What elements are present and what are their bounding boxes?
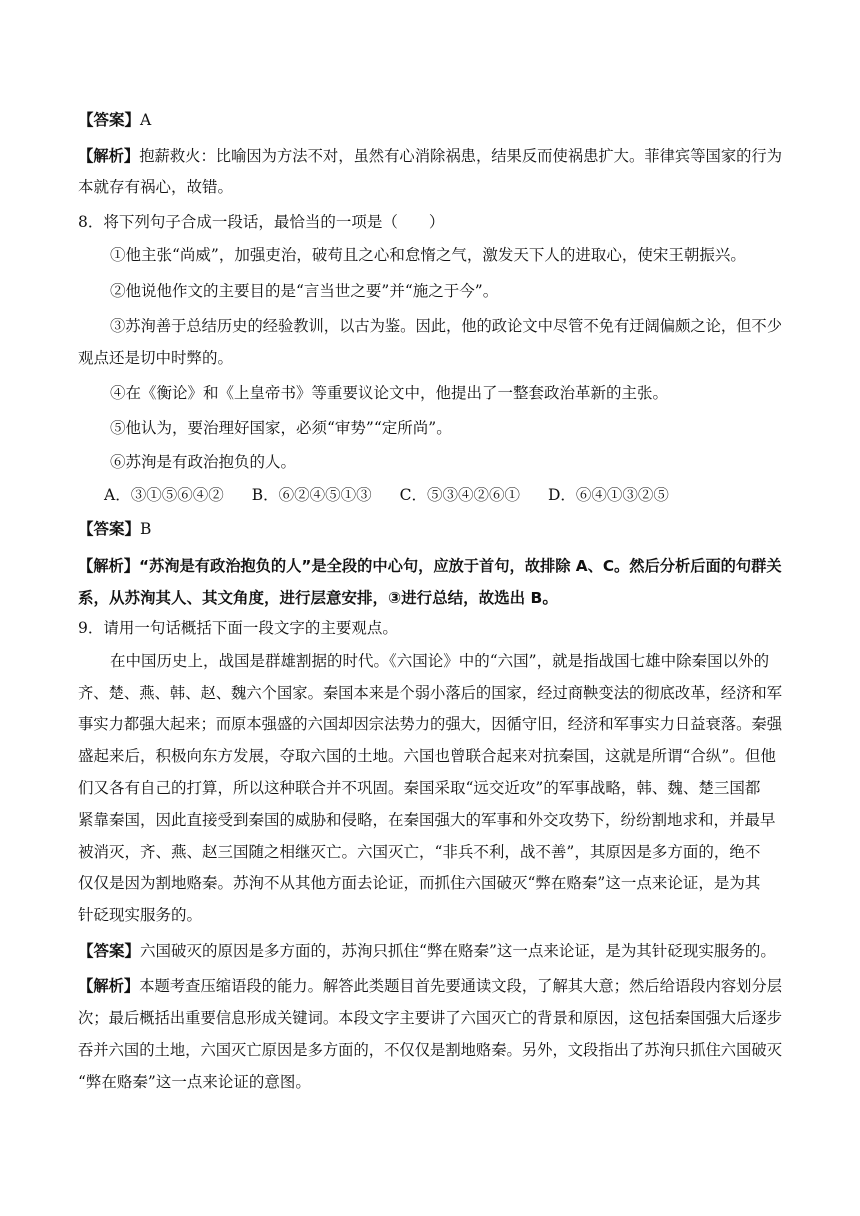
q9-passage-line: 针砭现实服务的。 [78, 906, 203, 924]
q8-sentence-6: ⑥苏洵是有政治抱负的人。 [110, 453, 297, 471]
analysis-line: 系，从苏洵其人、其文角度，进行层意安排，③进行总结，故选出 B。 [78, 589, 558, 607]
answer-tag: 【答案】 [78, 519, 141, 538]
analysis-tag: 【解析】 [78, 556, 139, 575]
option-d: D．⑥④①③②⑤ [547, 486, 669, 504]
q9-analysis [78, 976, 782, 996]
analysis-line: 次；最后概括出重要信息形成关键词。本段文字主要讲了六国灭亡的背景和原因，这包括秦国强大后逐步 [78, 1009, 783, 1027]
q7-analysis [78, 146, 782, 166]
q9-passage-line: 们又各有自己的打算，所以这种联合并不巩固。秦国采取“远交近攻”的军事战略，韩、魏、楚三国都 [78, 779, 761, 797]
answer-value: A [140, 111, 152, 129]
analysis-tag: 【解析】 [78, 146, 140, 165]
answer-tag: 【答案】 [78, 941, 141, 960]
q9-question: 9．请用一句话概括下面一段文字的主要观点。 [78, 619, 398, 637]
q8-sentence-5: ⑤他认为，要治理好国家，必须“审势”“定所尚”。 [110, 419, 452, 437]
option-b: B．⑥②④⑤①③ [251, 486, 372, 504]
answer-value: B [140, 520, 152, 538]
q8-analysis [78, 556, 782, 576]
q9-passage-line: 齐、楚、燕、韩、赵、魏六个国家。秦国本来是个弱小落后的国家，经过商鞅变法的彻底改革，经济和军 [78, 684, 783, 702]
analysis-line: “弊在赂秦”这一点来论证的意图。 [78, 1073, 311, 1091]
q9-passage-line: 仅仅是因为割地赂秦。苏洵不从其他方面去论证，而抓住六国破灭“弊在赂秦”这一点来论证，是为其 [78, 874, 761, 892]
q9-passage-line: 事实力都强大起来；而原本强盛的六国却因宗法势力的强大，因循守旧，经济和军事实力日益衰落。秦强 [78, 715, 783, 733]
q7-answer [78, 110, 151, 130]
analysis-line: “苏洵是有政治抱负的人”是全段的中心句，应放于首句，故排除 A、C。然后分析后面的句群关 [138, 557, 782, 575]
q8-sentence-2: ②他说他作文的主要目的是“言当世之要”并“施之于今”。 [110, 282, 499, 300]
q8-sentence-4: ④在《衡论》和《上皇帝书》等重要议论文中，他提出了一整套政治革新的主张。 [110, 384, 669, 402]
answer-tag: 【答案】 [78, 110, 141, 129]
answer-value: 六国破灭的原因是多方面的，苏洵只抓住“弊在赂秦”这一点来论证，是为其针砭现实服务的。 [140, 942, 776, 960]
q9-passage-line: 紧靠秦国，因此直接受到秦国的威胁和侵略，在秦国强大的军事和外交攻势下，纷纷割地求和，并最早 [78, 811, 776, 829]
analysis-tag: 【解析】 [78, 976, 140, 995]
q9-passage-line: 在中国历史上，战国是群雄割据的时代。《六国论》中的“六国”，就是指战国七雄中除秦国以外的 [110, 652, 770, 670]
analysis-line: 本题考查压缩语段的能力。解答此类题目首先要通读文段，了解其大意；然后给语段内容划分层 [139, 977, 783, 995]
analysis-line: 抱薪救火：比喻因为方法不对，虽然有心消除祸患，结果反而使祸患扩大。菲律宾等国家的行为 [139, 147, 783, 165]
q8-sentence-1: ①他主张“尚威”，加强吏治，破苟且之心和怠惰之气，激发天下人的进取心，使宋王朝振兴。 [110, 246, 746, 264]
analysis-line: 本就存有祸心，故错。 [78, 178, 234, 196]
analysis-line: 吞并六国的土地，六国灭亡原因是多方面的，不仅仅是割地赂秦。另外，文段指出了苏洵只抓住六国破灭 [78, 1041, 783, 1059]
q8-options [104, 485, 697, 505]
q9-answer [78, 941, 776, 961]
q8-sentence-3: ③苏洵善于总结历史的经验教训，以古为鉴。因此，他的政论文中尽管不免有迂阔偏颇之论，但不少 [110, 317, 782, 335]
q9-passage-line: 被消灭，齐、燕、赵三国随之相继灭亡。六国灭亡，“非兵不利，战不善”，其原因是多方面的，绝不 [78, 843, 761, 861]
option-c: C．⑤③④②⑥① [399, 486, 520, 504]
q8-question: 8．将下列句子合成一段话，最恰当的一项是（ ） [78, 213, 445, 231]
q8-answer [78, 519, 151, 539]
q8-sentence-3-cont: 观点还是切中时弊的。 [78, 349, 234, 367]
option-a: A．③①⑤⑥④② [104, 486, 224, 504]
q9-passage-line: 盛起来后，积极向东方发展，夺取六国的土地。六国也曾联合起来对抗秦国，这就是所谓“合纵”。但他 [78, 747, 776, 765]
